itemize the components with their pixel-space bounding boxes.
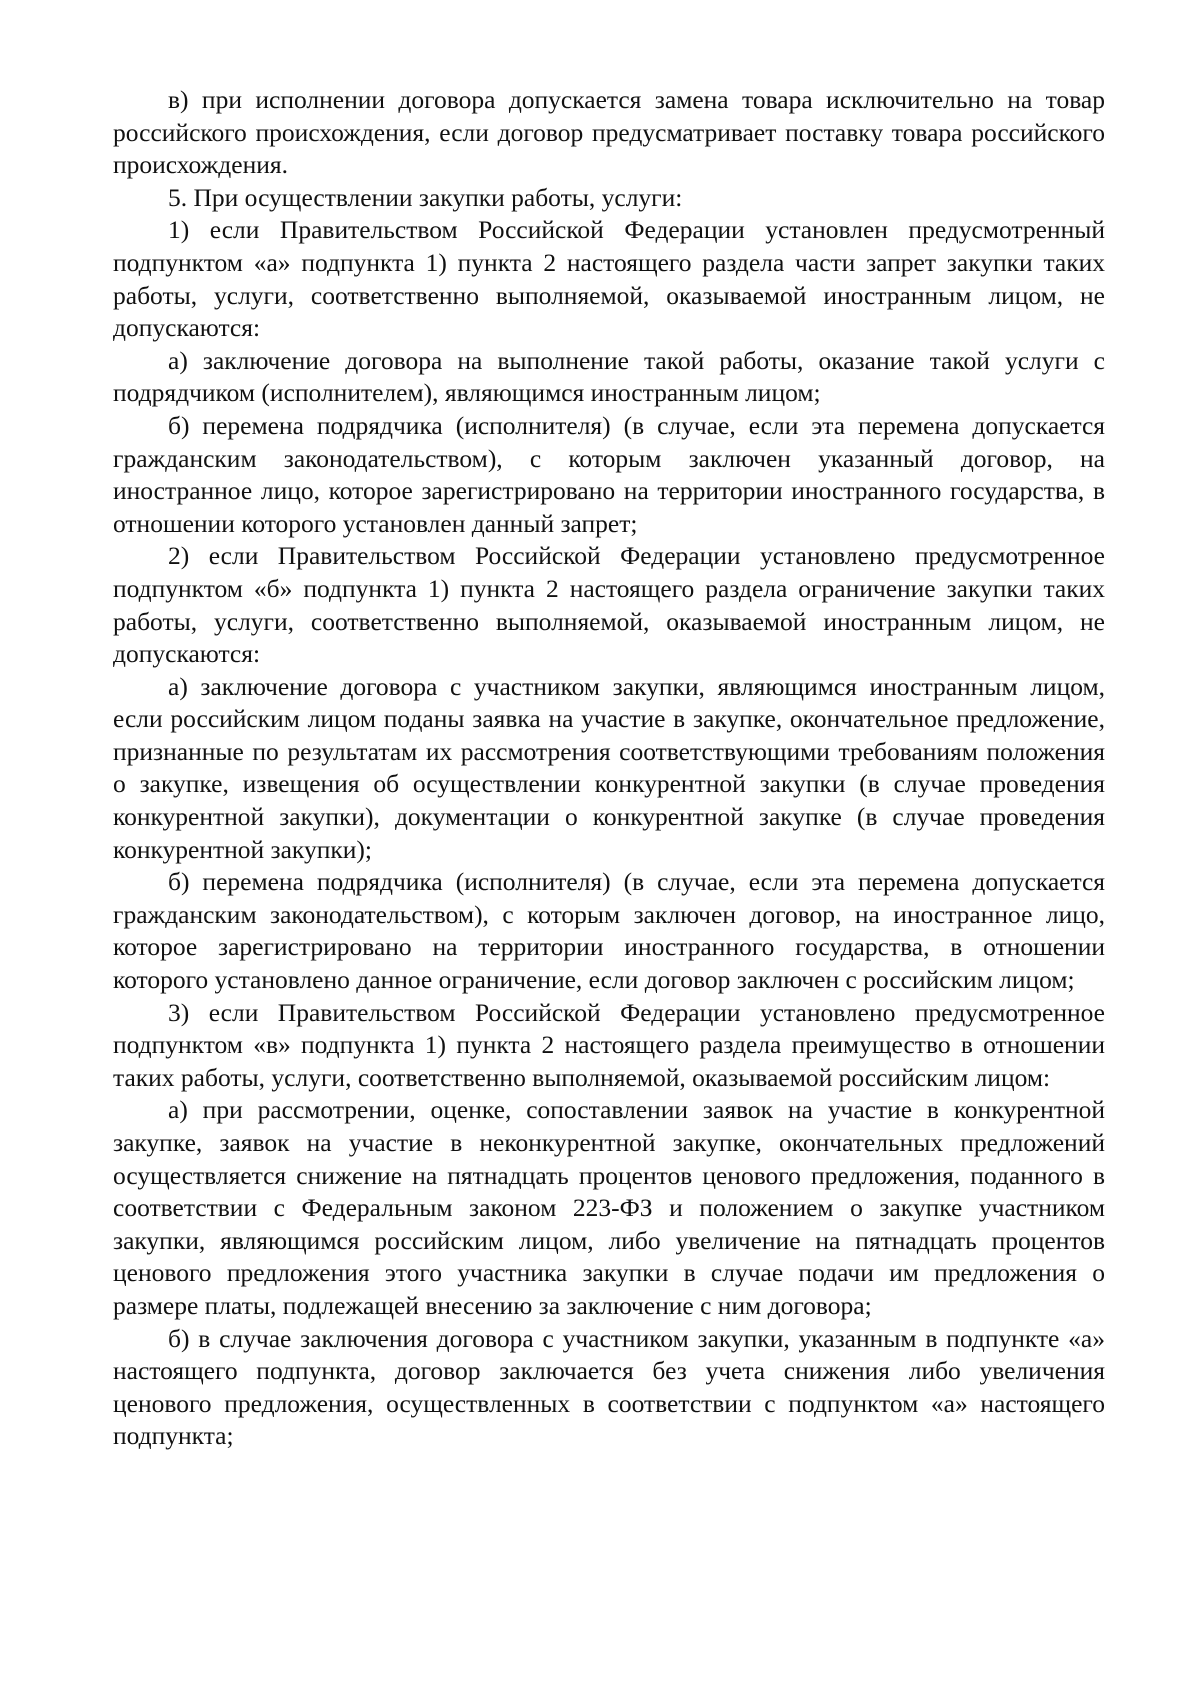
document-body xyxy=(113,84,1105,1453)
paragraph-subsection-1: 1) если Правительством Российской Федерации установлен предусмотренный подпунктом «а» подпункта 1) пункта 2 настоящего раздела части запрет закупки таких работы, услуги, соответственно выполняемой, оказываемой иностранным лицом, не допускаются: xyxy=(113,215,1105,343)
paragraph-subsection-1-a: а) заключение договора на выполнение такой работы, оказание такой услуги с подрядчиком (исполнителем), являющимся иностранным лицом; xyxy=(113,345,1105,408)
paragraph-subsection-3-a: а) при рассмотрении, оценке, сопоставлении заявок на участие в конкурентной закупке, заявок на участие в неконкурентной закупке, окончательных предложений осуществляется снижение на пятнадцать процентов ценового предложения, поданного в соответствии с Федеральным законом 223-ФЗ и положением о закупке участником закупки, являющимся российским лицом, либо увеличение на пятнадцать процентов ценового предложения этого участника закупки в случае подачи им предложения о размере платы, подлежащей внесению за заключение с ним договора; xyxy=(113,1095,1105,1320)
paragraph-subsection-3-b: б) в случае заключения договора с участником закупки, указанным в подпункте «а» настоящего подпункта, договор заключается без учета снижения либо увеличения ценового предложения, осуществленных в соответствии с подпунктом «а» настоящего подпункта; xyxy=(113,1323,1105,1451)
paragraph-subsection-2-b: б) перемена подрядчика (исполнителя) (в случае, если эта перемена допускается гражданским законодательством), с которым заключен договор, на иностранное лицо, которое зарегистрировано на территории иностранного государства, в отношении которого установлено данное ограничение, если договор заключен с российским лицом; xyxy=(113,867,1105,995)
paragraph-subsection-2-a: а) заключение договора с участником закупки, являющимся иностранным лицом, если российским лицом поданы заявка на участие в закупке, окончательное предложение, признанные по результатам их рассмотрения соответствующими требованиям положения о закупке, извещения об осуществлении конкурентной закупки (в случае проведения конкурентной закупки), документации о конкурентной закупке (в случае проведения конкурентной закупки); xyxy=(113,671,1105,864)
paragraph-subsection-3: 3) если Правительством Российской Федерации установлено предусмотренное подпунктом «в» подпункта 1) пункта 2 настоящего раздела преимущество в отношении таких работы, услуги, соответственно выполняемой, оказываемой российским лицом: xyxy=(113,997,1105,1092)
paragraph-item-v-replacement: в) при исполнении договора допускается замена товара исключительно на товар российского происхождения, если договор предусматривает поставку товара российского происхождения. xyxy=(113,85,1105,180)
paragraph-subsection-1-b: б) перемена подрядчика (исполнителя) (в случае, если эта перемена допускается гражданским законодательством), с которым заключен указанный договор, на иностранное лицо, которое зарегистрировано на территории иностранного государства, в отношении которого установлен данный запрет; xyxy=(113,410,1105,538)
paragraph-subsection-2: 2) если Правительством Российской Федерации установлено предусмотренное подпунктом «б» подпункта 1) пункта 2 настоящего раздела ограничение закупки таких работы, услуги, соответственно выполняемой, оказываемой иностранным лицом, не допускаются: xyxy=(113,541,1105,669)
paragraph-section-5-heading: 5. При осуществлении закупки работы, услуги: xyxy=(168,182,683,212)
